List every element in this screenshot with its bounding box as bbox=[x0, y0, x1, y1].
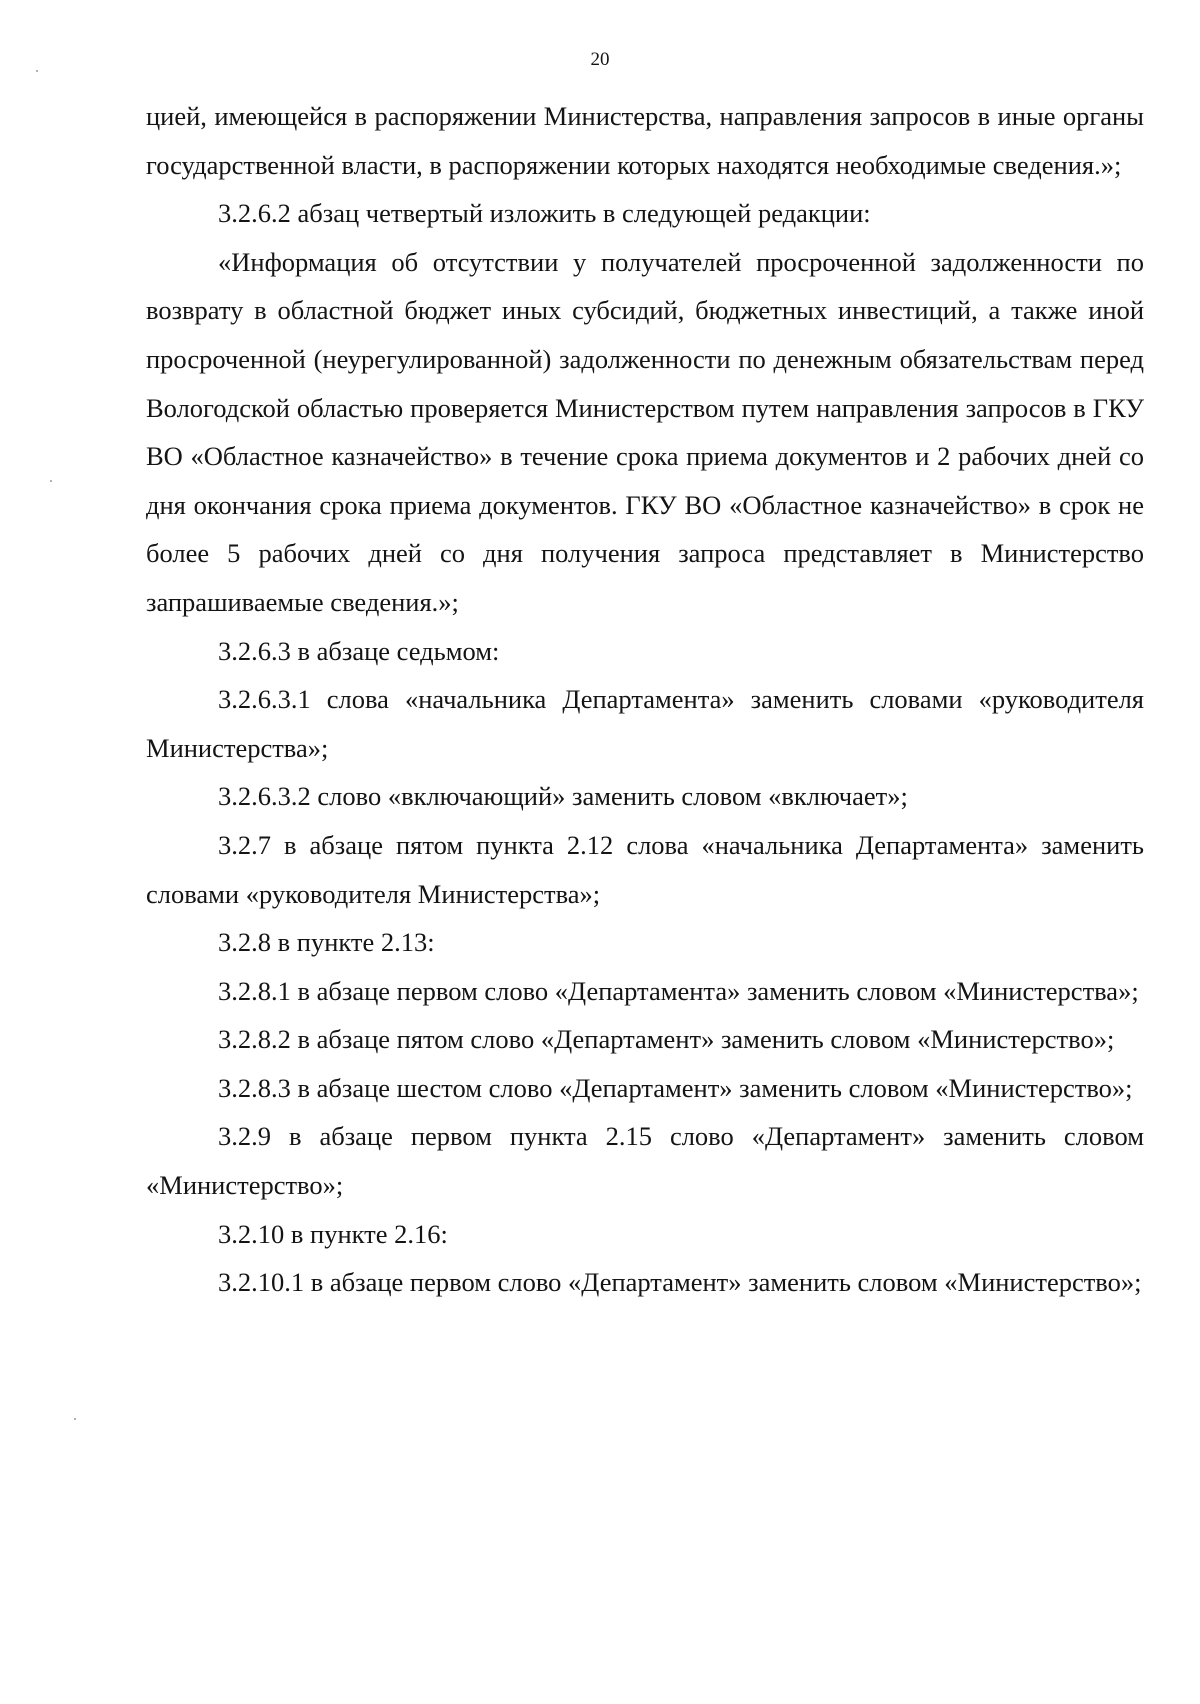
paragraph-3-2-6-2: 3.2.6.2 абзац четвертый изложить в следующей редакции: bbox=[218, 198, 871, 229]
paragraph-3-2-8-1: 3.2.8.1 в абзаце первом слово «Департамента» заменить словом «Министерства»; bbox=[218, 975, 1139, 1006]
paragraph-3-2-6-3-2: 3.2.6.3.2 слово «включающий» заменить словом «включает»; bbox=[218, 781, 908, 812]
paragraph-3-2-8-3: 3.2.8.3 в абзаце шестом слово «Департамент» заменить словом «Министерство»; bbox=[218, 1072, 1133, 1103]
paragraph-3-2-6-3: 3.2.6.3 в абзаце седьмом: bbox=[218, 635, 500, 666]
paragraph-quoted-information: «Информация об отсутствии у получателей просроченной задолженности по возврату в областной бюджет иных субсидий, бюджетных инвестиций, а также иной просроченной (неурегулированной) задолженности по денежным обязательствам перед Вологодской областью проверяется Министерством путем направления запросов в ГКУ ВО «Областное казначейство» в течение срока приема документов и 2 рабочих дней со дня окончания срока приема документов. ГКУ ВО «Областное казначейство» в срок не более 5 рабочих дней со дня получения запроса представляет в Министерство запрашиваемые сведения.»; bbox=[146, 246, 1144, 617]
paragraph-3-2-7: 3.2.7 в абзаце пятом пункта 2.12 слова «начальника Департамента» заменить словами «руководителя Министерства»; bbox=[146, 829, 1144, 909]
page-number: 20 bbox=[590, 49, 610, 70]
paragraph-3-2-8: 3.2.8 в пункте 2.13: bbox=[218, 927, 435, 958]
paragraph-3-2-8-2: 3.2.8.2 в абзаце пятом слово «Департамент» заменить словом «Министерство»; bbox=[218, 1024, 1115, 1055]
paragraph-3-2-10: 3.2.10 в пункте 2.16: bbox=[218, 1218, 448, 1249]
document-body bbox=[146, 92, 1144, 1307]
paragraph-3-2-9: 3.2.9 в абзаце первом пункта 2.15 слово «Департамент» заменить словом «Министерство»; bbox=[146, 1121, 1144, 1201]
scan-speck-left-bottom bbox=[74, 1418, 76, 1420]
paragraph-continuation: цией, имеющейся в распоряжении Министерства, направления запросов в иные органы государственной власти, в распоряжении которых находятся необходимые сведения.»; bbox=[146, 101, 1144, 180]
paragraph-3-2-10-1: 3.2.10.1 в абзаце первом слово «Департамент» заменить словом «Министерство»; bbox=[218, 1267, 1142, 1298]
paragraph-3-2-6-3-1: 3.2.6.3.1 слова «начальника Департамента» заменить словами «руководителя Министерства»; bbox=[146, 684, 1144, 763]
scan-speck-left-middle bbox=[50, 480, 52, 482]
